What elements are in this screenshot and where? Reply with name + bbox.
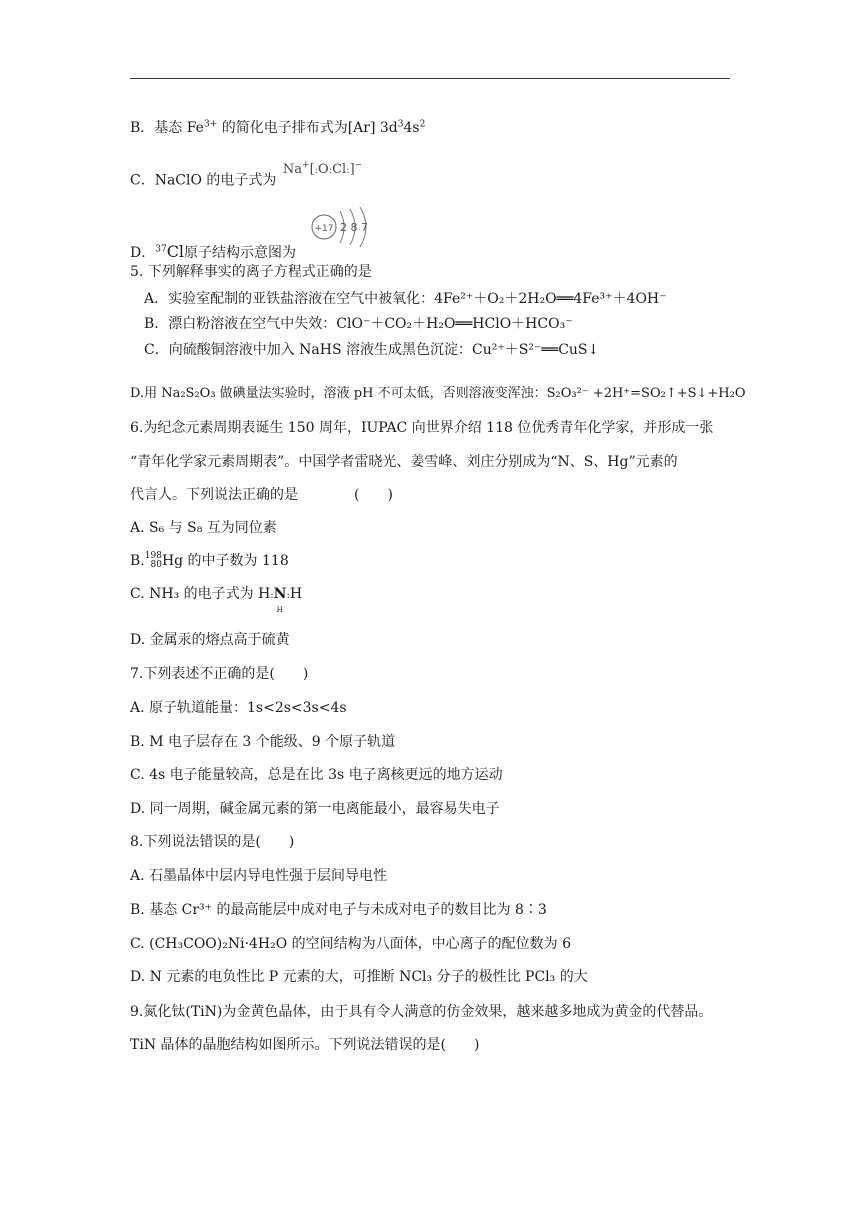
q8-option-a: A. 石墨晶体中层内导电性强于层间导电性 [130,868,388,884]
q4-option-c [130,160,363,191]
na-symbol: Na [282,162,303,177]
q5-option-d: D.用 Na₂S₂O₃ 做碘量法实验时，溶液 pH 不可太低，否则溶液变浑浊：S₂O₃²⁻ +2H⁺=SO₂↑+S↓+H₂O [130,386,746,401]
o-symbol: O [318,162,329,177]
q4-b-text2: 的简化电子排布式为[Ar] 3d [217,120,398,136]
q4-b-sup2: 3 [397,119,404,130]
nh3-bottom-h: H [276,606,283,614]
cl-element: Cl [166,242,185,261]
q4-c-text: C．NaClO 的电子式为 [130,172,277,189]
q6-stem-line3: 代言人。下列说法正确的是 ( ) [130,487,393,503]
q7-option-b: B. M 电子层存在 3 个能级、9 个原子轨道 [130,734,396,750]
nucleus-charge: +17 [314,224,334,234]
q4-b-sup3: 2 [419,119,426,130]
q4-option-b [130,118,425,138]
nh3-right-h: H [289,586,303,602]
cl-atom-structure-diagram [310,205,378,247]
q6-option-d: D. 金属汞的熔点高于硫黄 [130,632,290,648]
q6-stem-line1: 6.为纪念元素周期表诞生 150 周年，IUPAC 向世界介绍 118 位优秀青年化学家，并形成一张 [130,420,714,436]
q5-option-c: C．向硫酸铜溶液中加入 NaHS 溶液生成黑色沉淀：Cu²⁺＋S²⁻══CuS↓ [144,342,600,358]
q9-stem-line2: TiN 晶体的晶胞结构如图所示。下列说法错误的是( ) [130,1037,480,1053]
q8-option-d: D. N 元素的电负性比 P 元素的大，可推断 NCl₃ 分子的极性比 PCl₃ 的大 [130,969,588,985]
cl-mass-number: 37 [155,244,167,255]
q9-stem-line1: 9.氮化钛(TiN)为金黄色晶体，由于具有令人满意的仿金效果，越来越多地成为黄金的代替品。 [130,1004,713,1020]
q8-option-c: C. (CH₃COO)₂Ni·4H₂O 的空间结构为八面体，中心离子的配位数为 6 [130,936,572,952]
hg-nuclide-numbers [145,552,162,570]
nh3-n-symbol: N [273,586,287,602]
q6-option-a: A. S₆ 与 S₈ 互为同位素 [130,520,277,536]
hg-mass-number: 198 [144,551,162,561]
clo-charge: − [354,160,363,171]
q6-c-text: C. NH₃ 的电子式为 H [130,586,271,602]
q6-option-c: C. NH₃ 的电子式为 H:N H :H [130,584,302,606]
q5-option-b: B．漂白粉溶液在空气中失效：ClO⁻＋CO₂＋H₂O══HClO＋HCO₃⁻ [144,316,573,332]
cl-symbol: Cl [332,162,347,177]
q5-option-a: A．实验室配制的亚铁盐溶液在空气中被氧化：4Fe²⁺＋O₂＋2H₂O══4Fe³⁺＋4OH⁻ [144,291,667,307]
q4-b-text: B．基态 Fe [130,120,204,136]
naclo-electron-formula: Na+[:O:Cl:]− [282,160,363,177]
na-charge: + [302,160,310,171]
electron-shells: 2 8 7 [340,221,368,234]
q4-b-sup: 3+ [203,119,218,130]
q6-option-b [130,551,289,571]
q7-option-c: C. 4s 电子能量较高，总是在比 3s 电子离核更远的地方运动 [130,767,503,783]
q8-option-b: B. 基态 Cr³⁺ 的最高能层中成对电子与未成对电子的数目比为 8∶3 [130,902,547,918]
header-rule [130,78,730,79]
q7-stem: 7.下列表述不正确的是( ) [130,666,309,682]
q8-stem: 8.下列说法错误的是( ) [130,834,295,850]
q5-stem: 5. 下列解释事实的离子方程式正确的是 [130,264,372,280]
q6-b-pre: B. [130,553,145,569]
q7-option-d: D. 同一周期，碱金属元素的第一电离能最小，最容易失电子 [130,801,500,817]
q4-b-text3: 4s [403,120,420,136]
nh3-n [273,584,287,614]
q4-d-pre: D． [130,245,156,261]
q6-b-text: Hg 的中子数为 118 [161,553,289,569]
q4-option-d [130,242,296,263]
hg-atomic-number: 80 [150,560,162,570]
q6-stem-line2: “青年化学家元素周期表”。中国学者雷晓光、姜雪峰、刘庄分别成为“N、S、Hg”元素的 [130,454,678,470]
q7-option-a: A. 原子轨道能量：1s<2s<3s<4s [130,700,347,716]
q4-d-text: 原子结构示意图为 [184,245,297,261]
